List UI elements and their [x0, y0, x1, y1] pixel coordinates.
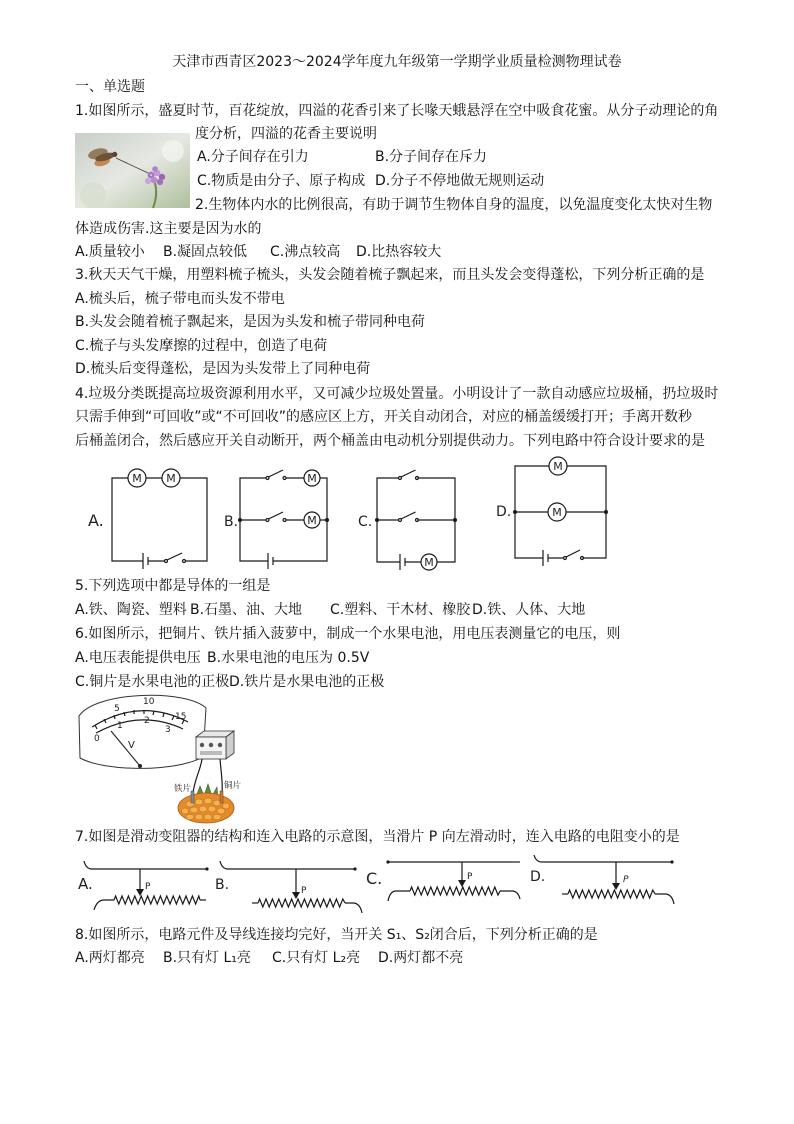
slider-arrow	[292, 892, 300, 899]
q3-option-b: B.头发会随着梳子飘起来，是因为头发和梳子带同种电荷	[75, 314, 426, 330]
resistance-coil	[410, 887, 500, 895]
junction-dot	[325, 518, 329, 522]
slider-label: P	[145, 882, 151, 892]
junction-dot	[513, 510, 517, 514]
slider-label: P	[623, 875, 629, 885]
junction-dot	[238, 518, 242, 522]
svg-text:M: M	[166, 472, 176, 485]
q8-option-d: D.两灯都不亮	[378, 950, 464, 966]
circuit-b-label: B.	[224, 514, 239, 530]
wire-to-copper	[220, 759, 222, 794]
circuit-option-b	[224, 470, 329, 569]
copper-strip	[220, 791, 223, 803]
circuit-a-label: A.	[88, 511, 104, 530]
junction-dot	[453, 518, 457, 522]
motor-symbol	[162, 469, 180, 487]
q1-option-c: C.物质是由分子、原子构成	[197, 173, 366, 189]
q1-option-d: D.分子不停地做无规则运动	[375, 173, 545, 189]
battery-symbol	[543, 550, 548, 566]
switch-symbol	[399, 512, 419, 522]
q1-option-a: A.分子间存在引力	[197, 149, 309, 165]
q8-option-b: B.只有灯 L₁亮	[163, 950, 251, 966]
scale-small-label: 3	[165, 725, 171, 735]
iron-strip	[191, 791, 194, 803]
q2-option-d: D.比热容较大	[356, 244, 442, 260]
circuit-a-wires	[112, 478, 207, 561]
slider-label: P	[301, 886, 307, 896]
svg-text:M: M	[424, 556, 434, 569]
q2-stem-line2: 体造成伤害.这主要是因为水的	[75, 221, 262, 237]
q8-option-a: A.两灯都亮	[75, 950, 145, 966]
rheostat-option-c	[366, 860, 520, 901]
rheostat-a-label: A.	[78, 875, 93, 893]
terminal-knob	[209, 743, 213, 747]
battery-symbol	[143, 553, 148, 569]
rheostat-option-b	[215, 861, 362, 913]
switch-symbol	[399, 470, 419, 480]
slider-arrow	[136, 889, 144, 896]
q3-stem: 3.秋天天气干燥，用塑料梳子梳头，头发会随着梳子飘起来，而且头发会变得蓬松，下列分析正确的是	[75, 267, 705, 283]
q2-option-c: C.沸点较高	[270, 244, 341, 260]
blurred-flower	[162, 140, 184, 162]
q5-option-b: B.石墨、油、大地	[190, 602, 303, 618]
q8-option-c: C.只有灯 L₂亮	[272, 950, 361, 966]
terminal	[353, 867, 356, 870]
q3-option-a: A.梳头后，梳子带电而头发不带电	[75, 291, 285, 307]
q1-stem-line2: 度分析，四溢的花香主要说明	[195, 126, 377, 142]
junction-dot	[604, 510, 608, 514]
rheostat-c-label: C.	[366, 869, 383, 888]
terminal-knob	[200, 743, 204, 747]
switch-symbol	[564, 550, 584, 560]
rheostat-b-label: B.	[215, 877, 230, 893]
motor-symbol	[128, 469, 146, 487]
wire	[500, 891, 520, 899]
svg-text:M: M	[552, 506, 562, 519]
scale-large-label: 15	[175, 712, 187, 722]
wire	[220, 861, 236, 869]
battery-symbol	[400, 554, 405, 570]
terminal	[386, 860, 389, 863]
svg-text:M: M	[553, 460, 563, 473]
q5-stem: 5.下列选项中都是导体的一组是	[75, 578, 271, 594]
q6-option-b: B.水果电池的电压为 0.5V	[207, 650, 370, 666]
circuit-option-a	[88, 469, 207, 569]
circuit-option-c	[358, 470, 457, 570]
needle-pivot	[138, 764, 142, 768]
voltmeter-fruit-battery-figure	[72, 693, 252, 825]
scale-large-label: 5	[114, 704, 120, 714]
wire	[94, 900, 114, 910]
copper-strip-label: 铜片	[224, 781, 242, 791]
q7-stem: 7.如图是滑动变阻器的结构和连入电路的示意图，当滑片 P 向左滑动时，连入电路的电阻变小的是	[75, 829, 680, 845]
unit-label: V	[128, 740, 135, 751]
junction-dot	[375, 518, 379, 522]
q6-option-c: C.铜片是水果电池的正极	[75, 674, 230, 690]
q1-option-b: B.分子间存在斥力	[375, 149, 488, 165]
q2-stem-line1: 2.生物体内水的比例很高，有助于调节生物体自身的温度，以免温度变化太快对生物	[195, 197, 713, 213]
circuit-d-label: D.	[496, 504, 512, 520]
section-heading: 一、单选题	[75, 79, 145, 95]
motor-symbol	[549, 457, 567, 475]
rheostat-option-a	[78, 861, 209, 910]
motor-symbol	[548, 503, 566, 521]
svg-text:M: M	[307, 514, 317, 527]
slider-arrow	[458, 880, 466, 887]
q4-stem-line2: 只需手伸到“可回收”或“不可回收”的感应区上方，开关自动闭合，对应的桶盖缓缓打开；手离开数秒	[75, 409, 693, 425]
q4-stem-line1: 4.垃圾分类既提高垃圾资源利用水平，又可减少垃圾处置量。小明设计了一款自动感应垃圾桶，扔垃圾时	[75, 386, 719, 402]
q3-option-c: C.梳子与头发摩擦的过程中，创造了电荷	[75, 338, 328, 354]
wire	[655, 894, 674, 904]
svg-text:M: M	[307, 472, 317, 485]
switch-symbol	[266, 470, 286, 480]
terminal	[205, 867, 208, 870]
wire	[388, 891, 410, 901]
q6-option-d: D.铁片是水果电池的正极	[229, 674, 385, 690]
q3-option-d: D.梳头后变得蓬松，是因为头发带上了同种电荷	[75, 361, 371, 377]
slider-arrow	[612, 883, 620, 890]
resistance-coil	[258, 899, 345, 907]
motor-symbol	[304, 470, 320, 486]
blurred-leaf	[80, 182, 106, 208]
circuit-option-d	[496, 457, 608, 566]
wire	[84, 861, 100, 869]
q4-circuit-diagrams	[80, 455, 620, 577]
motor-symbol	[304, 512, 320, 528]
wire	[534, 855, 550, 862]
voltmeter-terminal-box	[196, 731, 234, 759]
wire	[345, 903, 362, 913]
scale-large-label: 10	[143, 697, 155, 707]
q1-stem-line1: 1.如图所示，盛夏时节，百花绽放，四溢的花香引来了长喙天蛾悬浮在空中吸食花蜜。从分子动理论的角	[75, 103, 719, 119]
q2-option-a: A.质量较小	[75, 244, 145, 260]
exam-title: 天津市西青区2023～2024学年度九年级第一学期学业质量检测物理试卷	[172, 54, 622, 70]
q6-option-a: A.电压表能提供电压	[75, 650, 201, 666]
scale-small-label: 2	[144, 716, 150, 726]
terminal-knob	[218, 743, 222, 747]
svg-text:M: M	[132, 472, 142, 485]
terminal	[670, 860, 673, 863]
q8-stem: 8.如图所示，电路元件及导线连接均完好，当开关 S₁、S₂闭合后，下列分析正确的是	[75, 927, 598, 943]
scale-small-label: 0	[94, 734, 100, 744]
circuit-c-label: C.	[358, 514, 373, 530]
slider-label: P	[467, 872, 473, 882]
switch-symbol	[266, 512, 286, 522]
rheostat-option-d	[530, 855, 674, 904]
resistance-coil	[114, 896, 200, 904]
q5-option-a: A.铁、陶瓷、塑料	[75, 602, 187, 618]
rheostat-d-label: D.	[530, 869, 546, 885]
q5-option-d: D.铁、人体、大地	[472, 602, 586, 618]
q7-rheostat-diagrams	[75, 848, 680, 920]
moth-flower-photo	[75, 133, 190, 208]
switch-symbol	[165, 553, 186, 563]
q4-stem-line3: 后桶盖闭合，然后感应开关自动断开，两个桶盖由电动机分别提供动力。下列电路中符合设计要求的是	[75, 433, 705, 449]
iron-strip-label: 铁片	[174, 784, 192, 794]
q5-option-c: C.塑料、干木材、橡胶	[330, 602, 471, 618]
motor-symbol	[421, 554, 437, 570]
scale-small-label: 1	[117, 721, 123, 731]
q2-option-b: B.凝固点较低	[163, 244, 248, 260]
battery-symbol	[268, 553, 273, 569]
resistance-coil	[568, 890, 655, 898]
q6-stem: 6.如图所示，把铜片、铁片插入菠萝中，制成一个水果电池，用电压表测量它的电压，则	[75, 626, 621, 642]
